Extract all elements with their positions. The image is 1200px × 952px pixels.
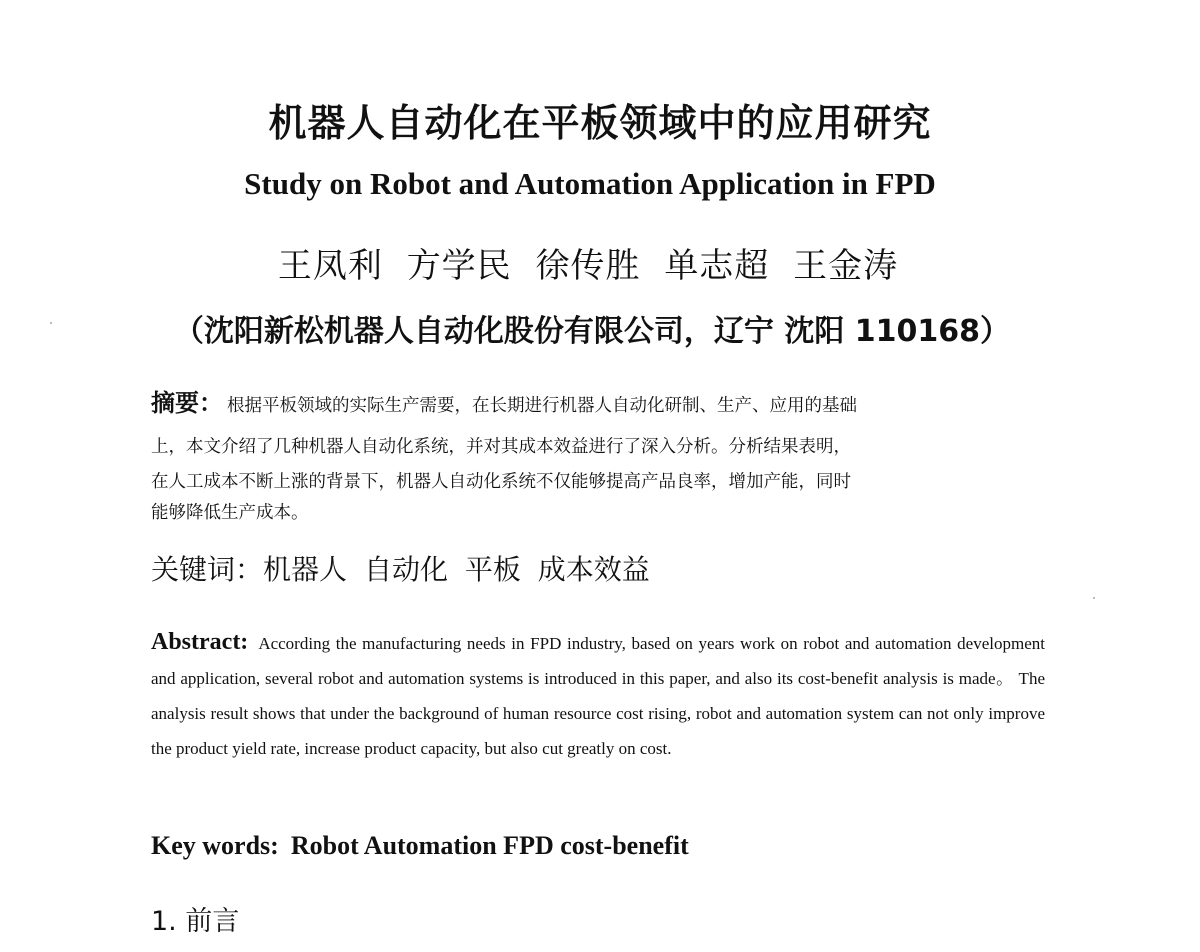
- paper-title-english: Study on Robot and Automation Application in FPD: [244, 166, 936, 201]
- abstract-chinese-line: [151, 383, 1043, 427]
- author-list: [0, 238, 1188, 287]
- abstract-chinese: [151, 383, 1043, 530]
- author-name: 方学民: [406, 246, 512, 286]
- abstract-chinese-line: 上，本文介绍了几种机器人自动化系统，并对其成本效益进行了深入分析。分析结果表明，: [151, 437, 851, 457]
- scan-speck: [50, 322, 52, 324]
- keyword-item: 机器人: [263, 553, 348, 586]
- keywords-chinese-label: 关键词：: [151, 553, 264, 586]
- abstract-chinese-line: 在人工成本不断上涨的背景下，机器人自动化系统不仅能够提高产品良率，增加产能，同时: [151, 472, 851, 492]
- abstract-chinese-line: 能够降低生产成本。: [151, 503, 309, 523]
- author-name: 王金涛: [793, 246, 899, 286]
- keyword-item: 平板: [464, 553, 521, 586]
- scan-speck: [1093, 597, 1095, 599]
- keyword-item: 自动化: [363, 553, 448, 586]
- abstract-english-text: According the manufacturing needs in FPD industry, based on years work on robot and automation development and application, several robot and automation systems is introduced in this paper, and also its cost-benefit analysis is made。 The analysis result shows that under the background of human resource cost rising, robot and automation system can not only improve the product yield rate, increase product capacity, but also cut greatly on cost.: [151, 634, 1045, 758]
- keywords-chinese: [151, 548, 658, 588]
- keyword-item: 成本效益: [537, 553, 650, 586]
- paper-title-chinese: 机器人自动化在平板领域中的应用研究: [268, 101, 932, 145]
- keywords-english: [151, 831, 689, 861]
- author-affiliation: （沈阳新松机器人自动化股份有限公司，辽宁 沈阳 110168）: [173, 314, 1011, 349]
- abstract-chinese-text: 根据平板领域的实际生产需要，在长期进行机器人自动化研制、生产、应用的基础: [227, 396, 857, 416]
- keywords-english-text: Robot Automation FPD cost-benefit: [290, 831, 689, 860]
- keywords-english-label: Key words:: [151, 831, 279, 860]
- author-name: 单志超: [664, 246, 770, 286]
- author-name: 徐传胜: [535, 246, 641, 286]
- abstract-chinese-label: 摘要：: [151, 389, 223, 417]
- section-heading: 1. 前言: [151, 906, 240, 937]
- abstract-english: [151, 625, 1045, 766]
- author-name: 王凤利: [277, 246, 383, 286]
- abstract-english-label: Abstract:: [151, 629, 249, 655]
